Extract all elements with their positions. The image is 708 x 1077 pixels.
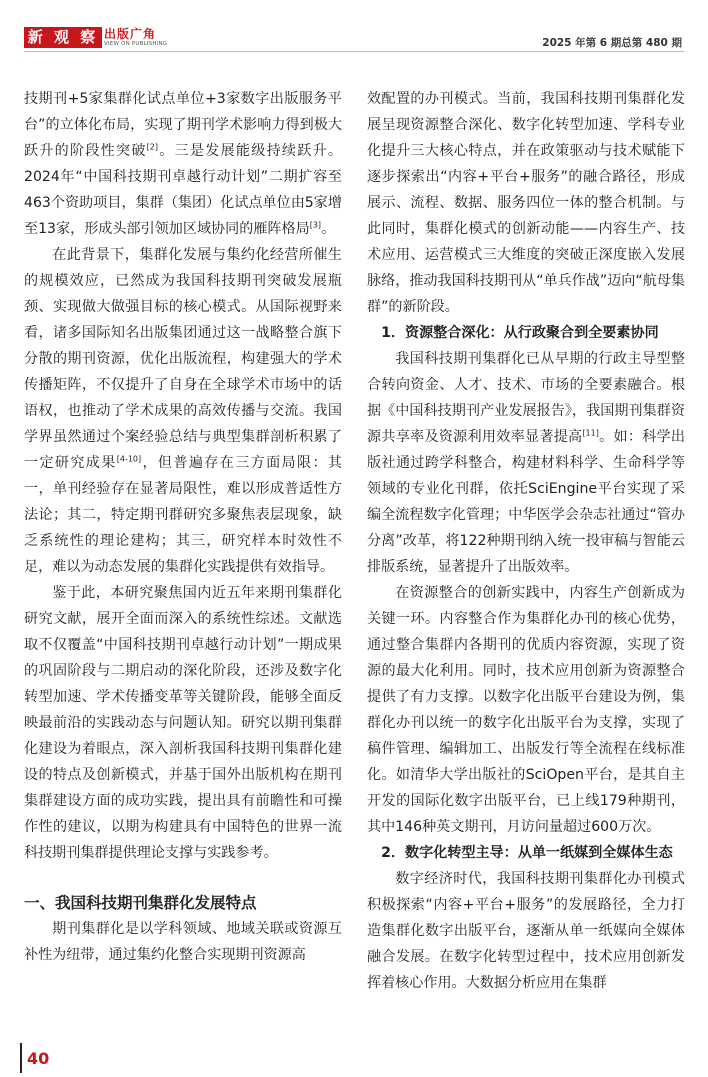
left-column bbox=[24, 86, 342, 968]
paragraph: 技期刊+5家集群化试点单位+3家数字出版服务平台”的立体化布局，实现了期刊学术影响力得到极大跃升的阶段性突破[2]。三是发展能级持续跃升。2024年“中国科技期刊卓越行动计划”二期扩容至463个资助项目，集群（集团）化试点单位由5家增至13家，形成头部引领加区域协同的雁阵格局[3]。 bbox=[24, 91, 343, 237]
paragraph: 我国科技期刊集群化已从早期的行政主导型整合转向资金、人才、技术、市场的全要素融合。根据《中国科技期刊产业发展报告》，我国期刊集群资源共享率及资源利用效率显著提高[11]。如：科学出版社通过跨学科整合，构建材料科学、生命科学等领域的专业化刊群，依托SciEngine平台实现了采编全流程数字化管理；中华医学会杂志社通过“管办分离”改革，将122种期刊纳入统一投审稿与智能云排版系统，显著提升了出版效率。 bbox=[367, 351, 686, 575]
header-divider bbox=[24, 51, 684, 52]
citation: [11] bbox=[582, 428, 599, 438]
issue-info: 2025 年第 6 期总第 480 期 bbox=[542, 37, 682, 49]
footer-divider bbox=[20, 1043, 22, 1073]
paragraph: 期刊集群化是以学科领域、地域关联或资源互补性为纽带，通过集约化整合实现期刊资源高 bbox=[24, 921, 342, 963]
journal-logo-en: VIEW ON PUBLISHING bbox=[104, 41, 168, 47]
page-header bbox=[0, 0, 708, 60]
section-badge: 新 观 察 bbox=[24, 27, 102, 48]
paragraph: 在此背景下，集群化发展与集约化经营所催生的规模效应，已然成为我国科技期刊突破发展瓶颈、实现做大做强目标的核心模式。从国际视野来看，诸多国际知名出版集团通过这一战略整合旗下分散的期刊资源，优化出版流程，构建强大的学术传播矩阵，不仅提升了自身在全球学术市场中的话语权，也推动了学术成果的高效传播与交流。我国学界虽然通过个案经验总结与典型集群剖析积累了一定研究成果[4-10]，但普遍存在三方面局限：其一，单刊经验存在显著局限性，难以形成普适性方法论；其二，特定期刊群研究多聚焦表层现象，缺乏系统性的理论建构；其三，研究样本时效性不足，难以为动态发展的集群化实践提供有效指导。 bbox=[24, 247, 343, 575]
citation: [3] bbox=[309, 220, 322, 230]
citation: [4-10] bbox=[116, 454, 142, 464]
right-column bbox=[367, 86, 685, 996]
paragraph: 鉴于此，本研究聚焦国内近五年来期刊集群化研究文献，展开全面而深入的系统性综述。文献选取不仅覆盖“中国科技期刊卓越行动计划”一期成果的巩固阶段与二期启动的深化阶段，还涉及数字化转型加速、学术传播变革等关键阶段，能够全面反映最前沿的实践动态与问题认知。研究以期刊集群化建设为着眼点，深入剖析我国科技期刊集群化建设的特点及创新模式，并基于国外出版机构在期刊集群建设方面的成功实践，提出具有前瞻性和可操作性的建议，以期为构建具有中国特色的世界一流科技期刊集群提供理论支撑与实践参考。 bbox=[24, 585, 342, 861]
page-number: 40 bbox=[27, 1049, 50, 1068]
paragraph: 数字经济时代，我国科技期刊集群化办刊模式积极探索“内容+平台+服务”的发展路径，全力打造集群化数字出版平台，逐渐从单一纸媒向全媒体融合发展。在数字化转型过程中，技术应用创新发挥着核心作用。大数据分析应用在集群 bbox=[367, 871, 685, 991]
subsection-heading: 2．数字化转型主导：从单一纸媒到全媒体生态 bbox=[381, 845, 673, 861]
journal-logo-cn: 出版广角 bbox=[104, 27, 157, 41]
section-heading: 一、我国科技期刊集群化发展特点 bbox=[24, 894, 257, 912]
citation: [2] bbox=[146, 142, 159, 152]
paragraph: 在资源整合的创新实践中，内容生产创新成为关键一环。内容整合作为集群化办刊的核心优势，通过整合集群内各期刊的优质内容资源，实现了资源的最大化利用。同时，技术应用创新为资源整合提供了有力支撑。以数字化出版平台建设为例，集群化办刊以统一的数字化出版平台为支撑，实现了稿件管理、编辑加工、出版发行等全流程在线标准化。如清华大学出版社的SciOpen平台，是其自主开发的国际化数字出版平台，已上线179种期刊，其中146种英文期刊，月访问量超过600万次。 bbox=[367, 585, 685, 835]
subsection-heading: 1．资源整合深化：从行政聚合到全要素协同 bbox=[381, 325, 659, 341]
paragraph: 效配置的办刊模式。当前，我国科技期刊集群化发展呈现资源整合深化、数字化转型加速、学科专业化提升三大核心特点，并在政策驱动与技术赋能下逐步探索出“内容+平台+服务”的融合路径，形成展示、流程、数据、服务四位一体的整合机制。与此同时，集群化模式的创新动能——内容生产、技术应用、运营模式三大维度的突破正深度嵌入发展脉络，推动我国科技期刊从“单兵作战”迈向“航母集群”的新阶段。 bbox=[367, 91, 685, 315]
